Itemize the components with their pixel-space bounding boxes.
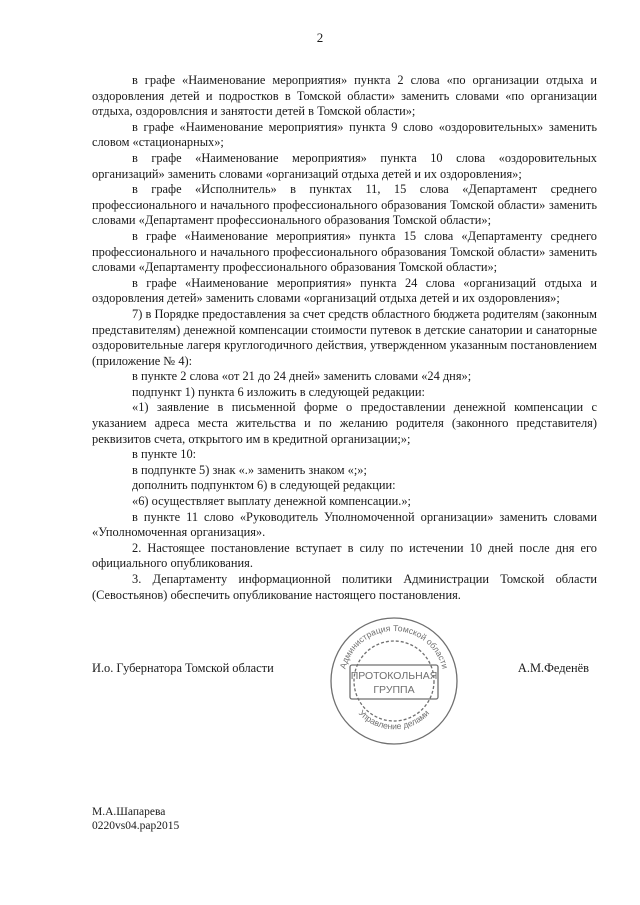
paragraph: в пункте 10: (132, 447, 197, 462)
paragraph: в подпункте 5) знак «.» заменить знаком «;»; (132, 462, 367, 477)
stamp-line-2: ГРУППА (373, 684, 415, 696)
svg-text:Администрация Томской области (338, 623, 451, 670)
paragraph: в графе «Наименование мероприятия» пункта 9 слово «оздоровительных» заменить словом «стационарных»; (92, 119, 597, 150)
paragraph: 3. Департаменту информационной политики Администрации Томской области (Севостьянов) обеспечить опубликование настоящего постановления. (92, 572, 597, 602)
signatory-name: А.М.Феденёв (517, 661, 589, 675)
signatory-position: И.о. Губернатора Томской области (92, 661, 274, 675)
paragraph: в графе «Наименование мероприятия» пункта 15 слова «Департаменту среднего профессионального и начального профессионального образования Томской области» заменить словами «Департаменту профессионального образования Томской области»; (92, 228, 597, 275)
page-number: 2 (316, 30, 324, 45)
paragraph: 2. Настоящее постановление вступает в силу по истечении 10 дней после дня его официального опубликования. (92, 540, 597, 571)
stamp-bottom-arc-text: Управление делами (356, 707, 432, 732)
paragraph: в пункте 11 слово «Руководитель Уполномоченной организации» заменить словами «Уполномоченная организация». (92, 509, 597, 540)
paragraph: в графе «Наименование мероприятия» пункта 10 слова «оздоровительных организаций» заменить словами «организаций отдыха детей и их оздоровления»; (92, 150, 597, 181)
paragraph: 7) в Порядке предоставления за счет средств областного бюджета родителям (законным представителям) денежной компенсации стоимости путевок в детские санатории и санаторные оздоровительные лагеря круглогодичного действия, утвержденном указанным постановлением (приложение № 4): (92, 306, 597, 368)
paragraph: в графе «Исполнитель» в пунктах 11, 15 слова «Департамент среднего профессионального и начального профессионального образования Томской области» заменить словами «Департамент профессионального образования Томской области»; (92, 182, 597, 228)
paragraph: в графе «Наименование мероприятия» пункта 2 слова «по организации отдыха и оздоровления детей и подростков в Томской области» заменить словами «по организации отдыха, оздоровлсния и занятости детей в Томской области»; (92, 73, 597, 119)
stamp-line-1: ПРОТОКОЛЬНАЯ (350, 670, 438, 682)
author-name: М.А.Шапарева (92, 806, 166, 818)
paragraph: в графе «Наименование мероприятия» пункта 24 слова «организаций отдыха и оздоровления детей» заменить словами «организаций отдыха детей и их оздоровления»; (92, 275, 597, 306)
file-code: 0220vs04.pap2015 (92, 820, 180, 832)
document-footer (92, 805, 179, 833)
paragraph: подпункт 1) пункта 6 изложить в следующей редакции: (132, 384, 425, 399)
document-body (92, 73, 597, 603)
paragraph: «6) осуществляет выплату денежной компенсации.»; (132, 494, 411, 509)
stamp-top-arc-text: Администрация Томской области (337, 622, 451, 670)
paragraph: в пункте 2 слова «от 21 до 24 дней» заменить словами «24 дня»; (132, 369, 472, 384)
paragraph: дополнить подпунктом 6) в следующей редакции: (132, 478, 396, 493)
official-stamp (328, 615, 460, 747)
paragraph: «1) заявление в письменной форме о предоставлении денежной компенсации с указанием адреса места жительства и по желанию родителя (законного представителя) реквизитов счета, открытого им в кредитной организации;»; (92, 400, 597, 446)
